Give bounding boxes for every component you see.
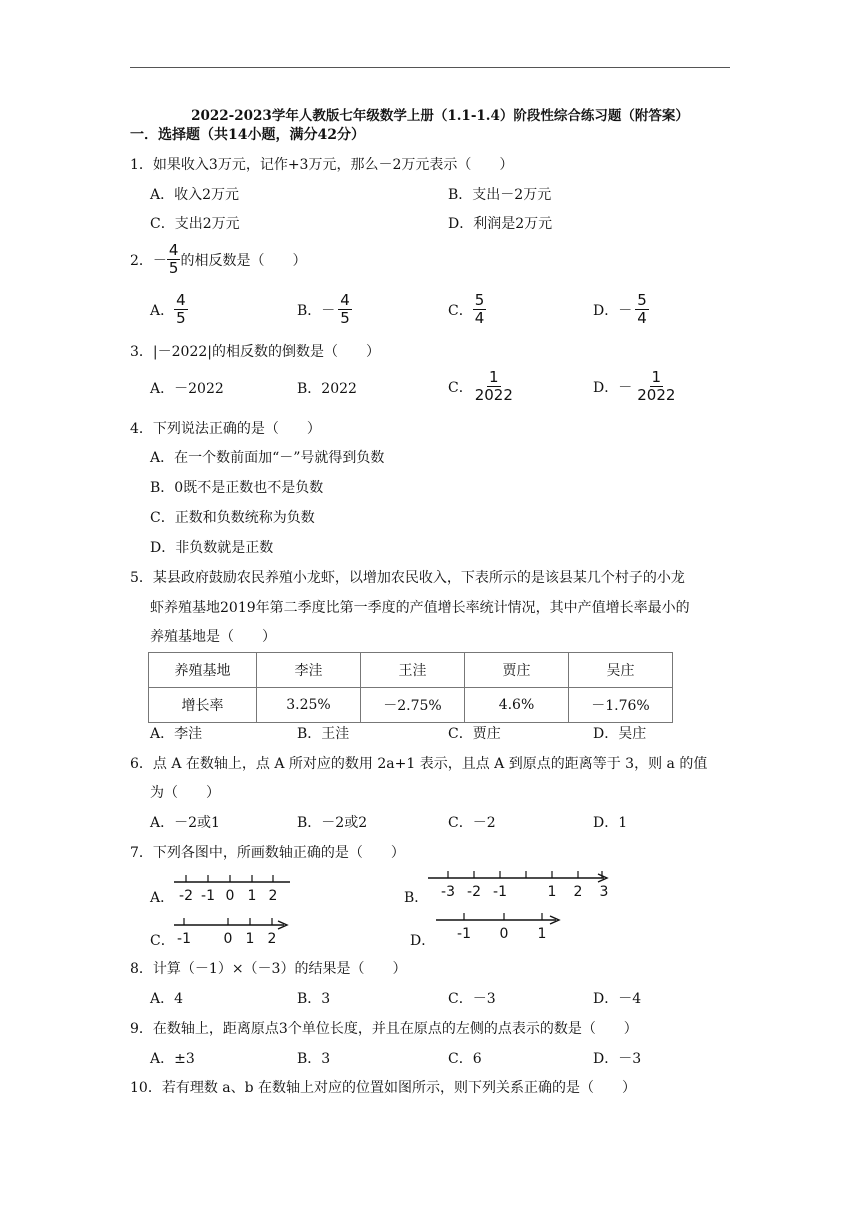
question-8-stem: 8．计算（－1）×（－3）的结果是（ ） [130,961,407,977]
fraction-numerator: 5 [637,291,647,309]
option-label: A． [150,302,175,319]
question-1-option-d[interactable]: D．利润是2万元 [448,216,553,232]
question-2-option-a[interactable] [150,292,188,327]
question-1-stem: 1．如果收入3万元，记作+3万元，那么－2万元表示（ ） [130,157,514,173]
option-fraction [174,292,188,327]
number-line-c-svg [172,913,294,949]
negative-sign: － [618,379,633,396]
question-2-option-b[interactable] [297,292,352,327]
number-line-tick-label: -1 [201,888,215,904]
question-7-option-c-numberline[interactable] [172,913,294,953]
question-7-option-a-numberline[interactable] [172,870,294,910]
option-label: B． [297,381,322,397]
number-line-tick-label: -3 [441,884,455,900]
fraction-numerator: 4 [340,291,350,309]
question-6-stem-line-2: 为（ ） [150,785,220,801]
fraction-denominator: 5 [176,309,186,327]
question-8-option-d[interactable]: D．－4 [593,991,642,1007]
option-label: D． [593,302,619,319]
question-3-option-d[interactable] [593,369,677,404]
question-7-stem: 7．下列各图中，所画数轴正确的是（ ） [130,845,405,861]
fraction-denominator: 2022 [474,386,513,404]
question-4-option-d[interactable]: D．非负数就是正数 [150,540,274,556]
number-line-tick-label: 0 [225,888,235,904]
question-9-option-c[interactable]: C．6 [448,1051,482,1067]
question-7-option-b-numberline[interactable] [426,866,612,908]
fraction-denominator: 2022 [637,386,676,404]
question-8-option-c[interactable]: C．－3 [448,991,496,1007]
negative-sign: － [321,302,336,319]
option-fraction [473,292,487,327]
question-3-option-c[interactable] [448,369,515,404]
number-line-d-svg [434,908,564,944]
question-2-option-d[interactable] [593,292,649,327]
table-row [149,688,673,723]
question-7-option-b-label[interactable]: B． [404,890,429,906]
number-line-marks [441,871,608,900]
option-label: D． [593,379,619,396]
table-cell: 4.6% [465,688,569,723]
question-1-option-b[interactable]: B．支出－2万元 [448,187,552,203]
fraction-denominator: 4 [637,309,647,327]
fraction-numerator: 1 [651,368,662,386]
question-5-stem-line-3: 养殖基地是（ ） [150,629,276,645]
question-5-option-a[interactable]: A．李洼 [150,726,203,742]
question-5-stem-line-1: 5．某县政府鼓励农民养殖小龙虾，以增加农民收入，下表所示的是该县某几个村子的小龙 [130,570,685,586]
question-4-stem: 4．下列说法正确的是（ ） [130,421,321,437]
table-cell: 3.25% [257,688,361,723]
number-line-tick-label: -2 [467,884,481,900]
fraction-numerator: 4 [168,241,179,259]
question-9-stem: 9．在数轴上，距离原点3个单位长度，并且在原点的左侧的点表示的数是（ ） [130,1021,638,1037]
number-line-tick-label: 2 [267,931,277,947]
number-line-tick-label: 2 [573,884,583,900]
section-heading: 一．选择题（共14小题，满分42分） [130,127,365,143]
table-header-cell: 吴庄 [569,653,673,688]
number-line-tick-label: 0 [499,926,509,942]
table-header-cell: 王洼 [361,653,465,688]
question-6-option-c[interactable]: C．－2 [448,815,496,831]
number-line-marks [177,918,276,947]
option-fraction [635,369,677,404]
fraction-denominator: 4 [474,309,485,327]
option-label: B． [297,302,322,319]
fraction-denominator: 5 [168,259,179,277]
number-line-tick-label: -2 [179,888,193,904]
number-line-tick-label: -1 [457,926,471,942]
question-5-option-c[interactable]: C．贾庄 [448,726,501,742]
number-line-tick-label: -1 [177,931,191,947]
question-7-option-d-label[interactable]: D． [410,933,436,949]
option-label: A． [150,381,175,397]
number-line-tick-label: 0 [223,931,233,947]
option-label: C． [448,379,473,396]
question-5-option-d[interactable]: D．吴庄 [593,726,647,742]
number-line-marks [179,875,277,904]
number-line-a-svg [172,870,294,906]
fraction-denominator: 5 [340,309,350,327]
question-6-stem-line-1: 6．点 A 在数轴上，点 A 所对应的数用 2a+1 表示，且点 A 到原点的距离等于 3，则 a 的值 [130,756,708,772]
question-8-option-a[interactable]: A．4 [150,991,184,1007]
question-6-option-d[interactable]: D．1 [593,815,628,831]
question-4-option-b[interactable]: B．0既不是正数也不是负数 [150,480,324,496]
number-line-tick-label: 1 [247,888,257,904]
question-6-option-b[interactable]: B．－2或2 [297,815,368,831]
question-5-stem-line-2: 虾养殖基地2019年第二季度比第一季度的产值增长率统计情况，其中产值增长率最小的 [150,600,690,616]
question-1-option-c[interactable]: C．支出2万元 [150,216,240,232]
number-line-b-svg [426,866,612,904]
question-2-stem [130,242,306,277]
number-line-tick-label: 3 [599,884,609,900]
table-header-cell: 李洼 [257,653,361,688]
option-fraction [338,292,352,327]
question-1-option-a[interactable]: A．收入2万元 [150,187,240,203]
question-4-option-c[interactable]: C．正数和负数统称为负数 [150,510,315,526]
number-line-tick-label: -1 [493,884,507,900]
table-cell: 增长率 [149,688,257,723]
question-2-stem-fraction [167,242,181,277]
question-7-option-a-label[interactable]: A． [150,890,175,906]
number-line-tick-label: 1 [537,926,547,942]
fraction-numerator: 4 [176,291,186,309]
table-cell: －2.75% [361,688,465,723]
number-line-tick-label: 1 [245,931,255,947]
document-title: 2022-2023学年人教版七年级数学上册（1.1-1.4）阶段性综合练习题（附答案） [191,108,689,124]
question-4-option-a[interactable]: A．在一个数前面加“－”号就得到负数 [150,450,385,466]
table-cell: －1.76% [569,688,673,723]
option-text: －2022 [174,381,224,397]
question-3-option-a[interactable] [150,378,224,398]
question-6-option-a[interactable]: A．－2或1 [150,815,220,831]
question-2-stem-prefix: 2．－ [130,252,167,269]
question-9-option-b[interactable]: B．3 [297,1051,331,1067]
header-rule [130,67,730,68]
option-fraction [635,292,649,327]
negative-sign: － [618,302,633,319]
number-line-tick-label: 2 [268,888,278,904]
table-header-cell: 贾庄 [465,653,569,688]
question-7-option-d-numberline[interactable] [434,908,564,948]
question-2-stem-suffix: 的相反数是（ ） [180,252,307,269]
option-text: 2022 [321,381,357,397]
question-7-option-c-label[interactable]: C． [150,933,175,949]
question-8-option-b[interactable]: B．3 [297,991,331,1007]
fraction-numerator: 5 [474,291,485,309]
growth-rate-table [148,652,673,723]
table-header-row [149,653,673,688]
option-fraction [473,369,515,404]
question-3-stem: 3．|－2022|的相反数的倒数是（ ） [130,344,380,360]
question-9-option-a[interactable]: A．±3 [150,1051,195,1067]
question-3-option-b[interactable] [297,378,357,398]
option-label: C． [448,302,473,319]
question-2-option-c[interactable] [448,292,486,327]
number-line-marks [457,913,546,942]
question-5-option-b[interactable]: B．王洼 [297,726,350,742]
fraction-numerator: 1 [489,368,499,386]
table-header-cell: 养殖基地 [149,653,257,688]
number-line-tick-label: 1 [547,884,557,900]
question-9-option-d[interactable]: D．－3 [593,1051,642,1067]
question-10-stem: 10．若有理数 a、b 在数轴上对应的位置如图所示，则下列关系正确的是（ ） [130,1080,637,1096]
